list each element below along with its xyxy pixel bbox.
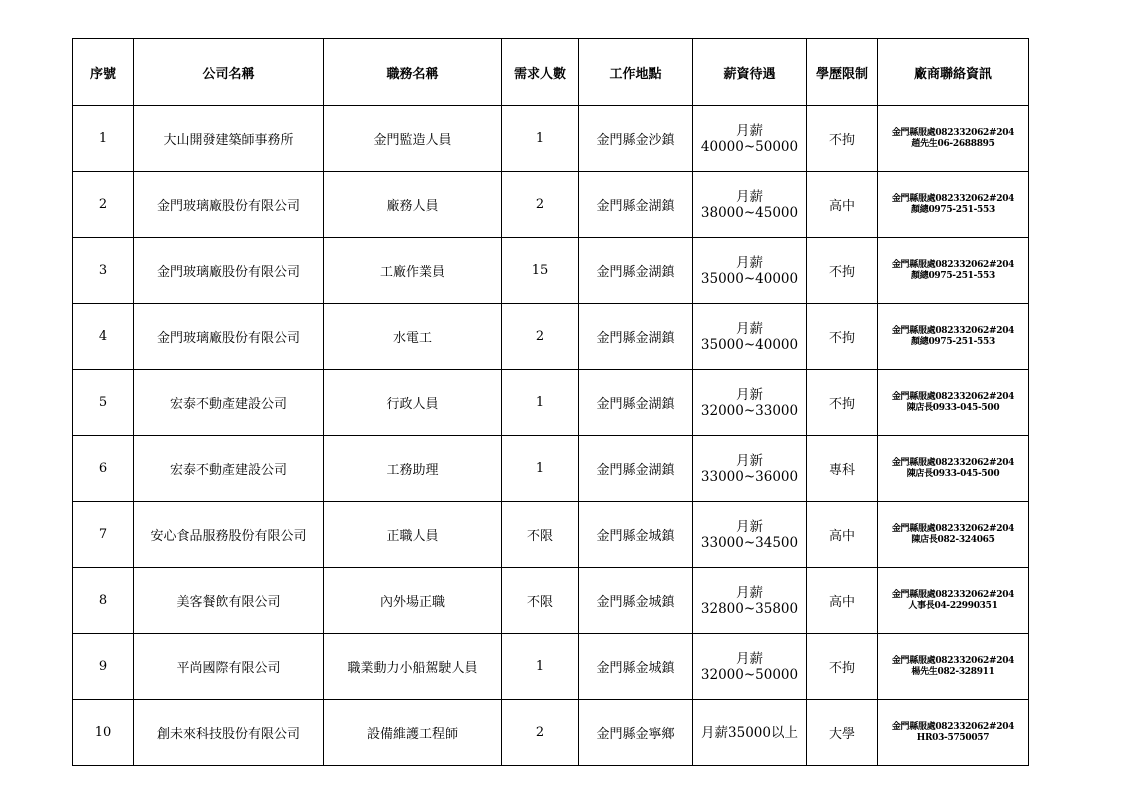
table-row (73, 304, 1029, 370)
contact-line: 金門縣服處082332062#204 (891, 193, 1015, 204)
table-row (73, 370, 1029, 436)
cell-company: 安心食品服務股份有限公司 (134, 502, 324, 568)
cell-education: 不拘 (807, 238, 878, 304)
cell-salary (693, 568, 807, 634)
cell-no: 1 (73, 106, 134, 172)
contact-line: 陳店長0933-045-500 (906, 402, 1000, 413)
cell-contact (878, 238, 1029, 304)
table-body (73, 106, 1029, 766)
cell-company: 金門玻璃廠股份有限公司 (134, 172, 324, 238)
contact-line: HR03-5750057 (916, 732, 990, 743)
cell-location: 金門縣金湖鎮 (579, 238, 693, 304)
contact-line: 顏總0975-251-553 (911, 336, 995, 347)
column-header-no: 序號 (73, 39, 134, 106)
cell-contact (878, 304, 1029, 370)
table-row (73, 172, 1029, 238)
cell-salary (693, 700, 807, 766)
cell-location: 金門縣金沙鎮 (579, 106, 693, 172)
cell-company: 大山開發建築師事務所 (134, 106, 324, 172)
salary-line: 38000~45000 (700, 204, 799, 221)
cell-position: 內外場正職 (324, 568, 502, 634)
cell-no: 3 (73, 238, 134, 304)
cell-position: 正職人員 (324, 502, 502, 568)
cell-education: 不拘 (807, 304, 878, 370)
cell-count: 1 (502, 436, 579, 502)
cell-count: 1 (502, 634, 579, 700)
cell-company: 宏泰不動產建設公司 (134, 370, 324, 436)
cell-salary (693, 370, 807, 436)
table-header-row (73, 39, 1029, 106)
contact-line: 顏總0975-251-553 (911, 204, 995, 215)
table-row (73, 238, 1029, 304)
cell-contact (878, 172, 1029, 238)
cell-education: 高中 (807, 502, 878, 568)
contact-line: 陳店長082-324065 (911, 534, 995, 545)
cell-contact (878, 502, 1029, 568)
cell-count: 不限 (502, 502, 579, 568)
cell-position: 工廠作業員 (324, 238, 502, 304)
cell-salary (693, 172, 807, 238)
cell-location: 金門縣金湖鎮 (579, 304, 693, 370)
cell-education: 高中 (807, 172, 878, 238)
contact-line: 金門縣服處082332062#204 (891, 127, 1015, 138)
cell-location: 金門縣金城鎮 (579, 634, 693, 700)
salary-line: 32800~35800 (700, 600, 799, 617)
cell-count: 2 (502, 700, 579, 766)
cell-education: 不拘 (807, 106, 878, 172)
cell-company: 金門玻璃廠股份有限公司 (134, 238, 324, 304)
cell-salary (693, 436, 807, 502)
salary-line: 月新 (736, 518, 763, 535)
cell-company: 金門玻璃廠股份有限公司 (134, 304, 324, 370)
cell-contact (878, 370, 1029, 436)
salary-line: 月薪 (736, 320, 763, 337)
salary-line: 40000~50000 (700, 138, 799, 155)
cell-position: 水電工 (324, 304, 502, 370)
contact-line: 趙先生06-2688895 (911, 138, 995, 149)
cell-company: 創未來科技股份有限公司 (134, 700, 324, 766)
cell-no: 8 (73, 568, 134, 634)
cell-contact (878, 700, 1029, 766)
table-row (73, 700, 1029, 766)
contact-line: 楊先生082-328911 (911, 666, 995, 677)
salary-line: 35000~40000 (700, 336, 799, 353)
salary-line: 月薪 (736, 188, 763, 205)
cell-count: 1 (502, 370, 579, 436)
contact-line: 金門縣服處082332062#204 (891, 655, 1015, 666)
cell-no: 6 (73, 436, 134, 502)
salary-line: 月薪35000以上 (701, 724, 798, 741)
cell-no: 7 (73, 502, 134, 568)
cell-education: 不拘 (807, 634, 878, 700)
cell-location: 金門縣金寧鄉 (579, 700, 693, 766)
cell-location: 金門縣金城鎮 (579, 568, 693, 634)
salary-line: 月新 (736, 386, 763, 403)
contact-line: 金門縣服處082332062#204 (891, 721, 1015, 732)
cell-education: 高中 (807, 568, 878, 634)
cell-location: 金門縣金湖鎮 (579, 436, 693, 502)
cell-education: 不拘 (807, 370, 878, 436)
cell-count: 不限 (502, 568, 579, 634)
salary-line: 月新 (736, 452, 763, 469)
cell-salary (693, 634, 807, 700)
column-header-contact: 廠商聯絡資訊 (878, 39, 1029, 106)
cell-salary (693, 502, 807, 568)
table-row (73, 436, 1029, 502)
contact-line: 人事長04-22990351 (908, 600, 998, 611)
cell-position: 職業動力小船駕駛人員 (324, 634, 502, 700)
table-row (73, 568, 1029, 634)
cell-position: 廠務人員 (324, 172, 502, 238)
salary-line: 32000~33000 (700, 402, 799, 419)
cell-no: 5 (73, 370, 134, 436)
cell-no: 2 (73, 172, 134, 238)
contact-line: 金門縣服處082332062#204 (891, 259, 1015, 270)
cell-contact (878, 568, 1029, 634)
job-listing-sheet (72, 38, 1028, 766)
table-row (73, 634, 1029, 700)
cell-count: 2 (502, 304, 579, 370)
cell-company: 平尚國際有限公司 (134, 634, 324, 700)
salary-line: 月薪 (736, 584, 763, 601)
column-header-education: 學歷限制 (807, 39, 878, 106)
contact-line: 金門縣服處082332062#204 (891, 589, 1015, 600)
cell-contact (878, 106, 1029, 172)
salary-line: 32000~50000 (700, 666, 799, 683)
cell-count: 1 (502, 106, 579, 172)
cell-count: 2 (502, 172, 579, 238)
cell-position: 工務助理 (324, 436, 502, 502)
salary-line: 33000~34500 (700, 534, 799, 551)
cell-contact (878, 436, 1029, 502)
cell-position: 金門監造人員 (324, 106, 502, 172)
column-header-position: 職務名稱 (324, 39, 502, 106)
salary-line: 33000~36000 (700, 468, 799, 485)
contact-line: 金門縣服處082332062#204 (891, 325, 1015, 336)
column-header-count: 需求人數 (502, 39, 579, 106)
cell-position: 行政人員 (324, 370, 502, 436)
column-header-company: 公司名稱 (134, 39, 324, 106)
cell-company: 宏泰不動產建設公司 (134, 436, 324, 502)
cell-education: 專科 (807, 436, 878, 502)
contact-line: 金門縣服處082332062#204 (891, 523, 1015, 534)
cell-no: 9 (73, 634, 134, 700)
cell-count: 15 (502, 238, 579, 304)
contact-line: 陳店長0933-045-500 (906, 468, 1000, 479)
cell-location: 金門縣金湖鎮 (579, 370, 693, 436)
cell-company: 美客餐飲有限公司 (134, 568, 324, 634)
salary-line: 35000~40000 (700, 270, 799, 287)
cell-salary (693, 238, 807, 304)
cell-education: 大學 (807, 700, 878, 766)
cell-salary (693, 304, 807, 370)
cell-location: 金門縣金湖鎮 (579, 172, 693, 238)
cell-salary (693, 106, 807, 172)
column-header-salary: 薪資待遇 (693, 39, 807, 106)
column-header-location: 工作地點 (579, 39, 693, 106)
cell-position: 設備維護工程師 (324, 700, 502, 766)
salary-line: 月薪 (736, 254, 763, 271)
cell-contact (878, 634, 1029, 700)
cell-no: 10 (73, 700, 134, 766)
job-listing-table (72, 38, 1029, 766)
salary-line: 月薪 (736, 650, 763, 667)
salary-line: 月薪 (736, 122, 763, 139)
cell-no: 4 (73, 304, 134, 370)
contact-line: 金門縣服處082332062#204 (891, 391, 1015, 402)
contact-line: 顏總0975-251-553 (911, 270, 995, 281)
contact-line: 金門縣服處082332062#204 (891, 457, 1015, 468)
cell-location: 金門縣金城鎮 (579, 502, 693, 568)
table-row (73, 502, 1029, 568)
table-row (73, 106, 1029, 172)
